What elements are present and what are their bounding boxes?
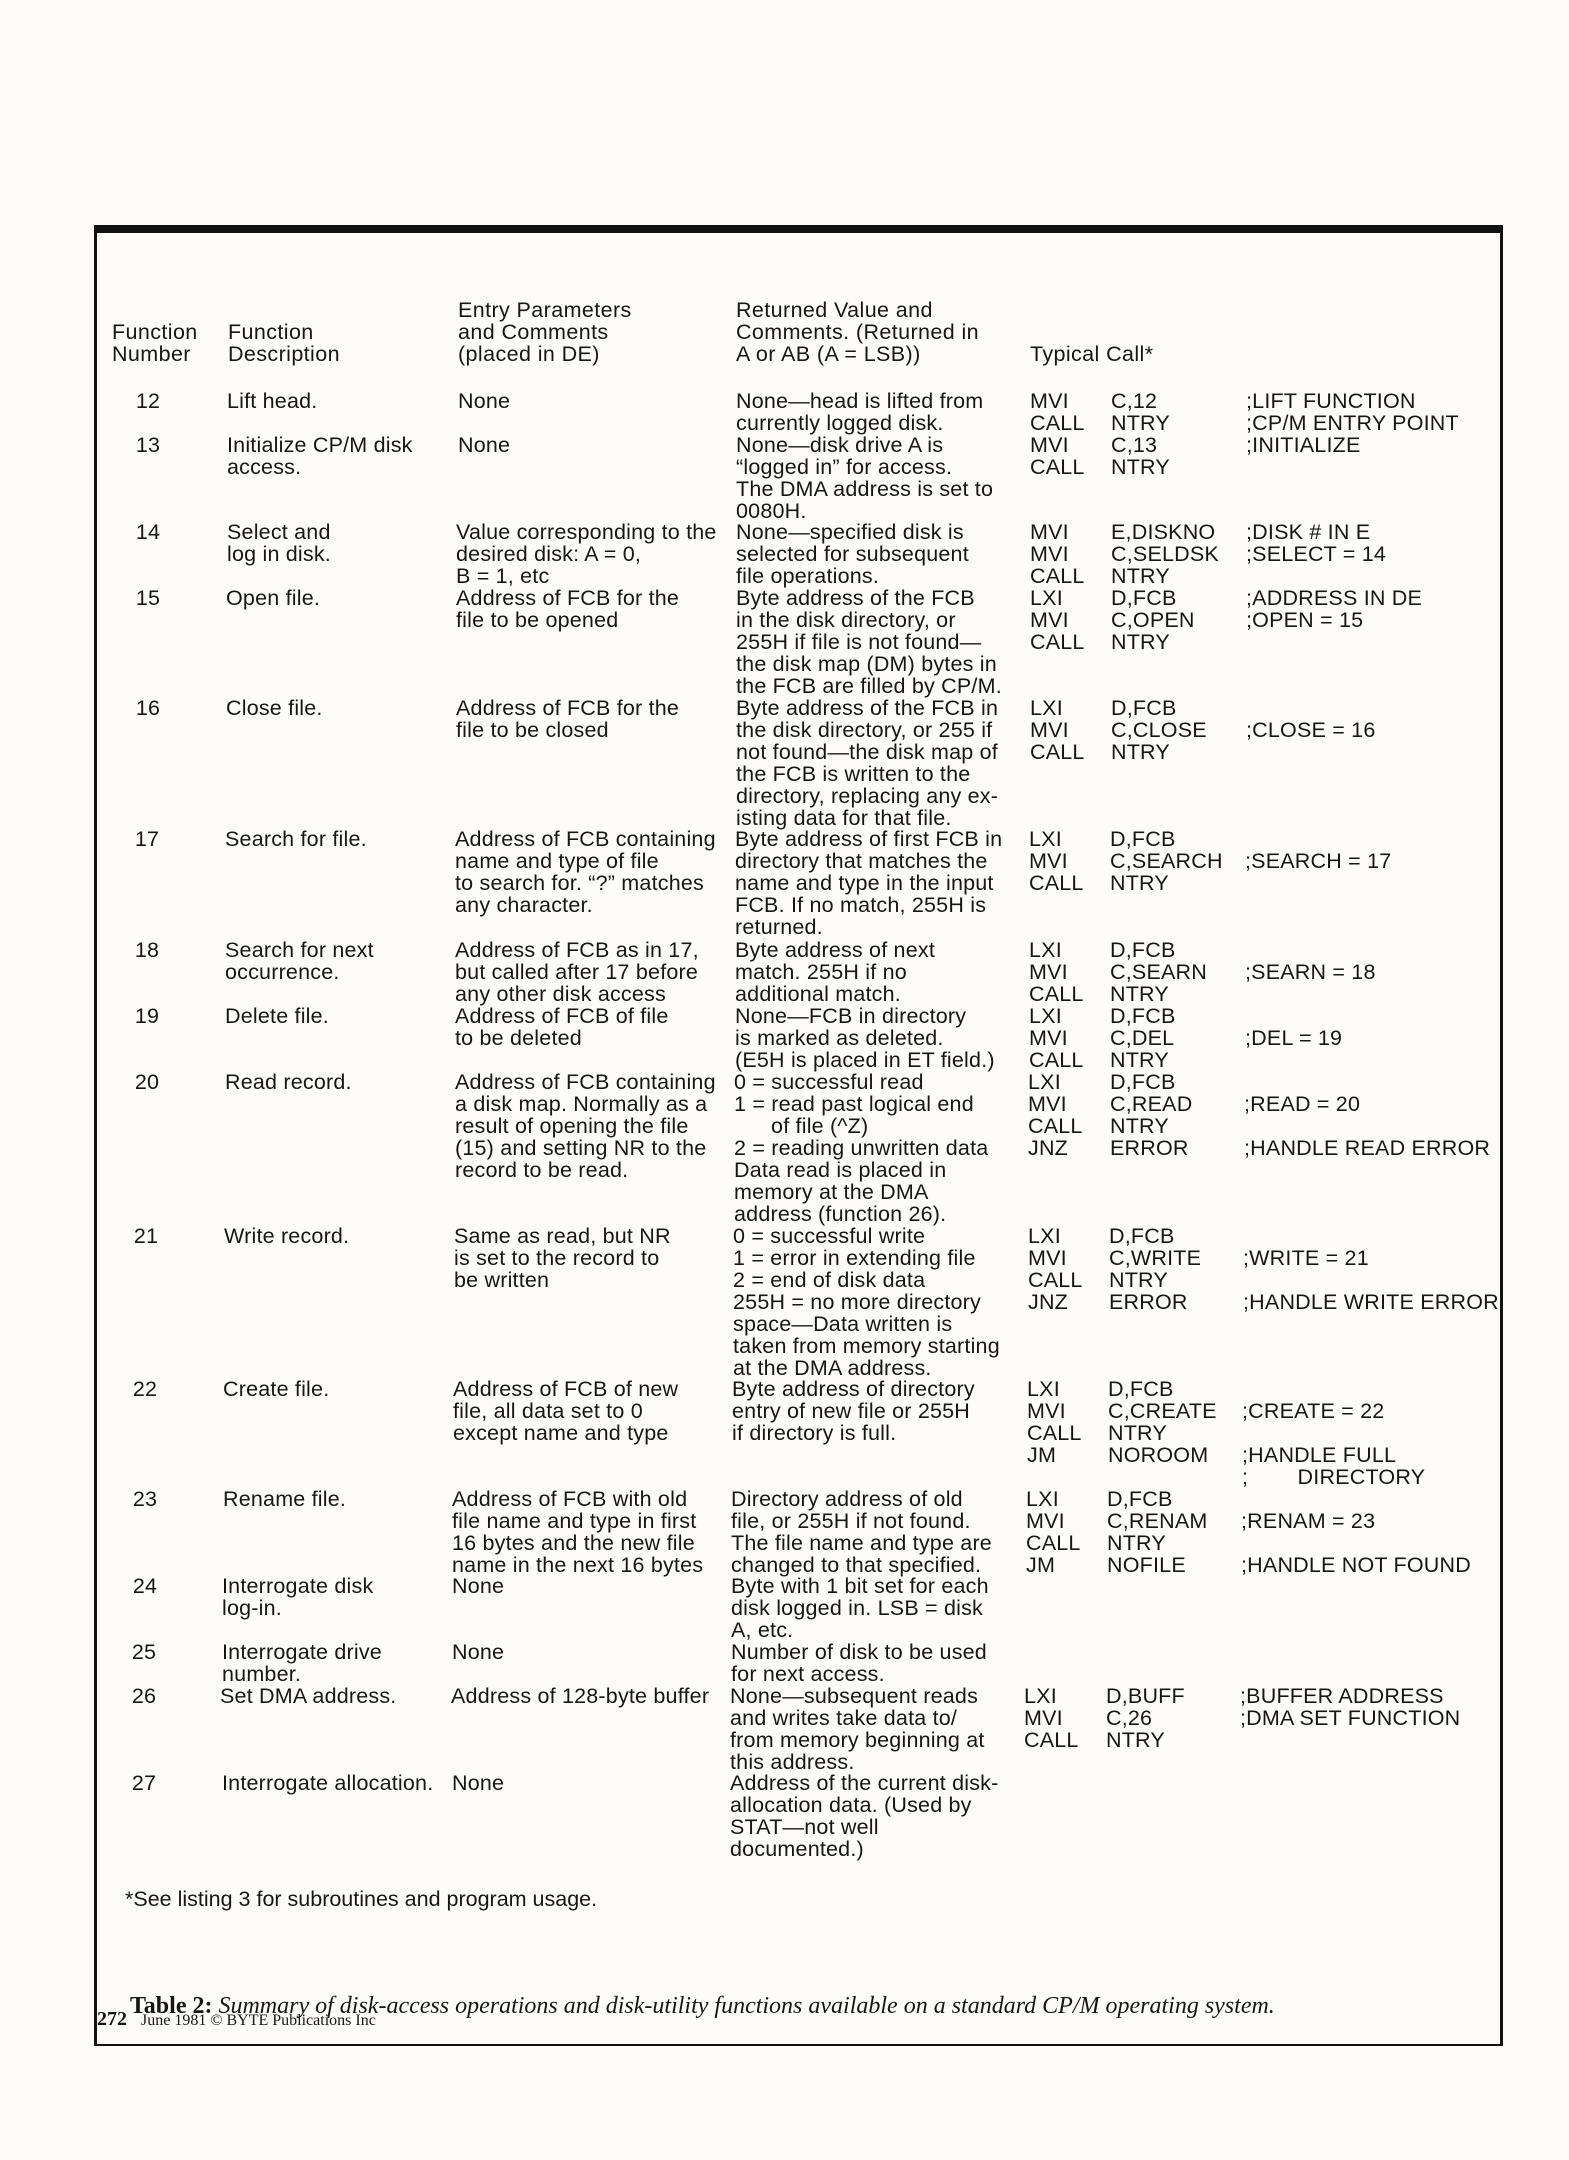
function-description: Search for file. [225,827,367,851]
call-comments: ;BUFFER ADDRESS ;DMA SET FUNCTION [1240,1684,1461,1730]
function-description: Search for next occurrence. [225,938,374,984]
header-returned-value: Returned Value and Comments. (Returned in A or AB (A = LSB)) [736,298,980,366]
call-operands: D,FCB C,OPEN NTRY [1111,586,1195,654]
call-opcodes: LXI MVI CALL [1030,586,1085,654]
entry-parameters: Address of FCB containing name and type of file to search for. “?” matches any character. [455,827,716,917]
call-operands: D,FCB C,CREATE NTRY NOROOM [1108,1377,1217,1467]
call-operands: D,FCB C,CLOSE NTRY [1111,696,1207,764]
header-function-number: Function Number [112,320,198,366]
footnote: *See listing 3 for subroutines and program usage. [125,1887,598,1911]
function-description: Write record. [224,1224,350,1248]
function-description: Set DMA address. [220,1684,397,1708]
call-operands: C,13 NTRY [1111,433,1170,479]
entry-parameters: None [458,389,511,413]
function-number: 26 [131,1684,157,1708]
returned-value: None—specified disk is selected for subsequent file operations. [736,520,969,588]
function-description: Create file. [223,1377,330,1401]
returned-value: 0 = successful read 1 = read past logical end of file (^Z) 2 = reading unwritten data Data read is placed in memory at the DMA address (function 26). [734,1070,989,1226]
call-comments: ;SEARCH = 17 [1245,849,1392,873]
returned-value: None—head is lifted from currently logged disk. [736,389,984,435]
function-description: Rename file. [223,1487,347,1511]
function-number: 20 [134,1070,160,1094]
function-number: 16 [135,696,161,720]
call-opcodes: LXI MVI CALL [1024,1684,1079,1752]
caption-text: Summary of disk-access operations and disk-utility functions available on a standard CP/M operating system. [218,1993,1275,2019]
returned-value: Address of the current disk- allocation data. (Used by STAT—not well documented.) [730,1771,999,1861]
entry-parameters: Address of FCB of file to be deleted [455,1004,669,1050]
entry-parameters: Same as read, but NR is set to the record to be written [454,1224,671,1292]
function-description: Interrogate drive number. [222,1640,382,1686]
call-operands: D,FCB C,SEARN NTRY [1110,938,1207,1006]
function-description: Close file. [226,696,323,720]
function-description: Delete file. [225,1004,329,1028]
call-opcodes: LXI MVI CALL [1030,696,1085,764]
function-number: 12 [135,389,161,413]
call-opcodes: LXI MVI CALL JM [1026,1487,1081,1577]
function-number: 24 [132,1574,158,1598]
call-operands: E,DISKNO C,SELDSK NTRY [1111,520,1219,588]
call-operands: D,FCB C,RENAM NTRY NOFILE [1107,1487,1208,1577]
entry-parameters: Value corresponding to the desired disk: A = 0, B = 1, etc [456,520,717,588]
page-footer [97,2008,376,2031]
function-description: Select and log in disk. [227,520,331,566]
call-comments: ;DISK # IN E ;SELECT = 14 [1246,520,1387,566]
call-operands: D,FCB C,DEL NTRY [1110,1004,1176,1072]
returned-value: Byte address of the FCB in the disk directory, or 255H if file is not found— the disk map (DM) bytes in the FCB are filled by CP/M. [736,586,1002,698]
entry-parameters: Address of FCB for the file to be closed [456,696,680,742]
returned-value: Number of disk to be used for next access. [731,1640,987,1686]
call-comments: ;LIFT FUNCTION ;CP/M ENTRY POINT [1246,389,1459,435]
returned-value: Byte address of next match. 255H if no additional match. [735,938,935,1006]
entry-parameters: None [452,1771,505,1795]
function-number: 18 [134,938,160,962]
entry-parameters: None [452,1640,505,1664]
function-number: 15 [135,586,161,610]
call-operands: D,FCB C,READ NTRY ERROR [1110,1070,1193,1160]
entry-parameters: Address of FCB as in 17, but called after 17 before any other disk access [455,938,699,1006]
call-comments: ;RENAM = 23 ;HANDLE NOT FOUND [1241,1509,1471,1577]
returned-value: Byte address of directory entry of new file or 255H if directory is full. [732,1377,975,1445]
call-comments: ;INITIALIZE [1246,433,1361,457]
page-number: 272 [97,2008,127,2030]
returned-value: None—subsequent reads and writes take data to/ from memory beginning at this address. [730,1684,985,1774]
function-number: 17 [134,827,160,851]
returned-value: None—FCB in directory is marked as deleted. (E5H is placed in ET field.) [735,1004,995,1072]
function-description: Open file. [226,586,321,610]
publication-line: June 1981 © BYTE Publications Inc [141,2012,376,2029]
returned-value: Byte address of the FCB in the disk directory, or 255 if not found—the disk map of the FCB is written to the directory, replacing any ex- isting data for that file. [736,696,999,830]
header-function-description: Function Description [228,320,340,366]
call-comments: ;ADDRESS IN DE ;OPEN = 15 [1246,586,1423,632]
call-opcodes: LXI MVI CALL JNZ [1028,1070,1083,1160]
caption-label: Table 2: [130,1993,213,2019]
call-operands: D,FCB C,WRITE NTRY ERROR [1109,1224,1202,1314]
function-number: 19 [134,1004,160,1028]
call-comments: ;CREATE = 22 ;HANDLE FULL ; DIRECTORY [1242,1399,1426,1489]
call-opcodes: MVI CALL [1030,389,1085,435]
call-opcodes: LXI MVI CALL JNZ [1028,1224,1083,1314]
entry-parameters: Address of FCB containing a disk map. Normally as a result of opening the file (15) and setting NR to the record to be read. [455,1070,716,1182]
call-comments: ;SEARN = 18 [1245,960,1376,984]
entry-parameters: Address of 128-byte buffer [451,1684,710,1708]
function-number: 25 [131,1640,157,1664]
call-comments: ;DEL = 19 [1245,1026,1343,1050]
returned-value: None—disk drive A is “logged in” for access. The DMA address is set to 0080H. [736,433,994,523]
function-description: Lift head. [227,389,318,413]
call-operands: C,12 NTRY [1111,389,1170,435]
function-number: 21 [133,1224,159,1248]
function-number: 23 [132,1487,158,1511]
returned-value: Byte address of first FCB in directory that matches the name and type in the input FCB. If no match, 255H is returned. [735,827,1003,939]
entry-parameters: None [452,1574,505,1598]
call-operands: D,FCB C,SEARCH NTRY [1110,827,1223,895]
call-operands: D,BUFF C,26 NTRY [1106,1684,1185,1752]
call-opcodes: LXI MVI CALL [1029,1004,1084,1072]
function-description: Initialize CP/M disk access. [227,433,413,479]
function-description: Interrogate allocation. [222,1771,434,1795]
header-typical-call: Typical Call* [1030,342,1154,366]
function-number: 22 [132,1377,158,1401]
call-opcodes: MVI CALL [1030,433,1085,479]
entry-parameters: Address of FCB for the file to be opened [456,586,680,632]
call-opcodes: MVI MVI CALL [1030,520,1085,588]
call-comments: ;CLOSE = 16 [1246,718,1376,742]
function-description: Read record. [225,1070,352,1094]
entry-parameters: Address of FCB of new file, all data set to 0 except name and type [453,1377,679,1445]
function-number: 27 [131,1771,157,1795]
call-opcodes: LXI MVI CALL [1029,938,1084,1006]
returned-value: 0 = successful write 1 = error in extending file 2 = end of disk data 255H = no more directory space—Data written is taken from memory starting at the DMA address. [733,1224,1000,1380]
entry-parameters: Address of FCB with old file name and type in first 16 bytes and the new file name in the next 16 bytes [452,1487,704,1577]
entry-parameters: None [458,433,511,457]
function-number: 14 [135,520,161,544]
function-description: Interrogate disk log-in. [222,1574,374,1620]
call-opcodes: LXI MVI CALL [1029,827,1084,895]
returned-value: Directory address of old file, or 255H if not found. The file name and type are changed to that specified. [731,1487,992,1577]
call-comments: ;READ = 20 ;HANDLE READ ERROR [1244,1092,1491,1160]
returned-value: Byte with 1 bit set for each disk logged in. LSB = disk A, etc. [731,1574,989,1642]
header-entry-parameters: Entry Parameters and Comments (placed in DE) [458,298,632,366]
call-opcodes: LXI MVI CALL JM [1027,1377,1082,1467]
function-number: 13 [135,433,161,457]
call-comments: ;WRITE = 21 ;HANDLE WRITE ERROR [1243,1246,1499,1314]
